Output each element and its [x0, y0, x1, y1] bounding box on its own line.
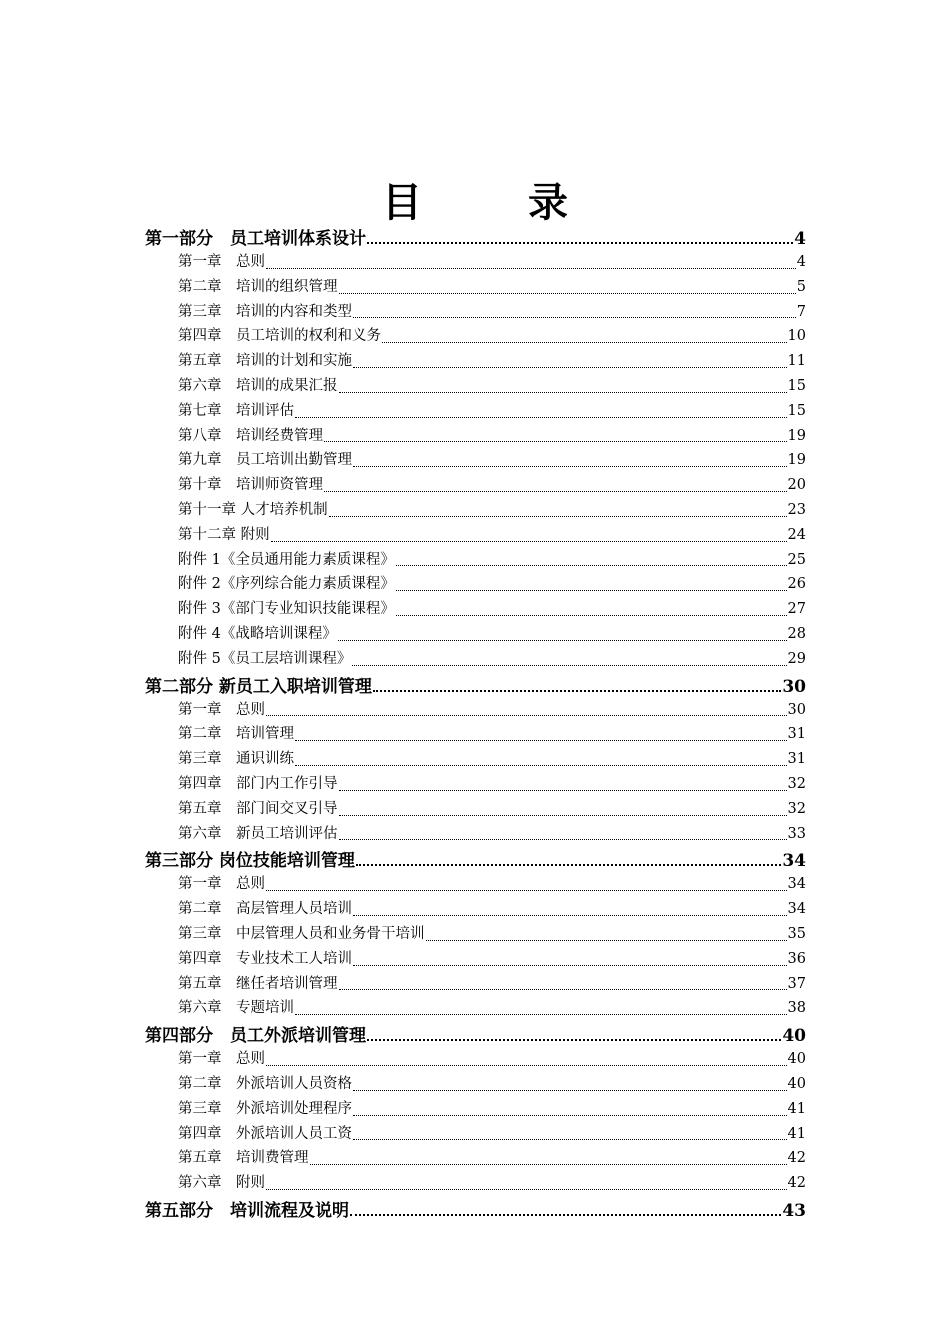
- toc-entry-label: 第九章 员工培训出勤管理: [178, 452, 352, 469]
- toc-page-number: 25: [787, 551, 806, 568]
- toc-page-number: 33: [787, 825, 806, 842]
- toc-page-number: 29: [787, 650, 806, 667]
- toc-chapter-entry[interactable]: [145, 1072, 806, 1097]
- toc-entry-label: 第四章 专业技术工人培训: [178, 950, 352, 967]
- toc-chapter-entry[interactable]: [145, 1047, 806, 1072]
- toc-chapter-entry[interactable]: [145, 275, 806, 300]
- toc-page-number: 5: [796, 278, 806, 295]
- toc-entry-label: 第一章 总则: [178, 701, 265, 718]
- toc-page-number: 43: [782, 1200, 806, 1221]
- toc-page-number: 7: [796, 303, 806, 320]
- toc-entry-label: 第五章 部门间交叉引导: [178, 800, 338, 817]
- toc-chapter-entry[interactable]: [145, 250, 806, 275]
- toc-entry-label: 第三章 培训的内容和类型: [178, 303, 352, 320]
- dot-leader: [266, 267, 796, 269]
- dot-leader: [352, 664, 786, 666]
- toc-entry-label: 第三章 中层管理人员和业务骨干培训: [178, 925, 425, 942]
- dot-leader: [295, 416, 787, 418]
- dot-leader: [339, 292, 796, 294]
- toc-page-number: 15: [787, 377, 806, 394]
- toc-page-number: 40: [787, 1075, 806, 1092]
- toc-chapter-entry[interactable]: [145, 473, 806, 498]
- toc-entry-label: 第五章 继任者培训管理: [178, 975, 338, 992]
- toc-chapter-entry[interactable]: [145, 872, 806, 897]
- toc-page-number: 20: [787, 477, 806, 494]
- dot-leader: [353, 465, 787, 467]
- toc-entry-label: 附件 1《全员通用能力素质课程》: [178, 551, 395, 568]
- toc-chapter-entry[interactable]: [145, 947, 806, 972]
- dot-leader: [353, 914, 787, 916]
- dot-leader: [266, 889, 787, 891]
- toc-chapter-entry[interactable]: [145, 523, 806, 548]
- toc-entry-label: 第一章 总则: [178, 876, 265, 893]
- toc-page-number: 28: [787, 625, 806, 642]
- toc-entry-label: 第六章 新员工培训评估: [178, 825, 338, 842]
- dot-leader: [382, 341, 787, 343]
- dot-leader: [338, 639, 787, 641]
- dot-leader: [353, 1114, 787, 1116]
- dot-leader: [396, 589, 787, 591]
- toc-page-number: 19: [787, 427, 806, 444]
- toc-chapter-entry[interactable]: [145, 797, 806, 822]
- dot-leader: [396, 614, 787, 616]
- toc-chapter-entry[interactable]: [145, 897, 806, 922]
- toc-chapter-entry[interactable]: [145, 698, 806, 723]
- toc-entry-label: 第六章 附则: [178, 1175, 265, 1192]
- toc-page-number: 38: [787, 1000, 806, 1017]
- toc-entry-label: 第四章 部门内工作引导: [178, 775, 338, 792]
- toc-chapter-entry[interactable]: [145, 399, 806, 424]
- dot-leader: [339, 814, 787, 816]
- toc-entry-label: 第一章 总则: [178, 254, 265, 270]
- page-title: 目 录: [382, 179, 614, 226]
- toc-chapter-entry[interactable]: [145, 572, 806, 597]
- toc-entry-label: 附件 5《员工层培训课程》: [178, 650, 352, 667]
- dot-leader: [353, 1089, 787, 1091]
- dot-leader: [310, 1163, 787, 1165]
- toc-part-entry[interactable]: [145, 1196, 806, 1222]
- toc-page-number: 30: [782, 676, 806, 697]
- dot-leader: [295, 739, 787, 741]
- toc-page-number: 26: [787, 576, 806, 593]
- toc-entry-label: 第十章 培训师资管理: [178, 477, 323, 494]
- toc-entry-label: 第四章 员工培训的权利和义务: [178, 328, 381, 345]
- toc-page-number: 19: [787, 452, 806, 469]
- toc-entry-label: 第八章 培训经费管理: [178, 427, 323, 444]
- toc-page-number: 30: [787, 701, 806, 718]
- toc-chapter-entry[interactable]: [145, 349, 806, 374]
- toc-entry-label: 第三部分 岗位技能培训管理: [145, 851, 355, 872]
- toc-part-entry[interactable]: [145, 672, 806, 698]
- toc-chapter-entry[interactable]: [145, 972, 806, 997]
- toc-chapter-entry[interactable]: [145, 772, 806, 797]
- dot-leader: [266, 714, 787, 716]
- toc-entry-label: 第三章 通识训练: [178, 751, 294, 768]
- toc-page-number: 37: [787, 975, 806, 992]
- dot-leader: [353, 316, 796, 318]
- toc-page-number: 31: [787, 726, 806, 743]
- dot-leader: [367, 1038, 781, 1041]
- toc-entry-label: 第四部分 员工外派培训管理: [145, 1026, 366, 1047]
- toc-chapter-entry[interactable]: [145, 622, 806, 647]
- toc-page-number: 23: [787, 501, 806, 518]
- toc-entry-label: 第十二章 附则: [178, 526, 270, 543]
- toc-entry-label: 第六章 专题培训: [178, 1000, 294, 1017]
- toc-part-entry[interactable]: [145, 1021, 806, 1047]
- toc-entry-label: 第六章 培训的成果汇报: [178, 377, 338, 394]
- toc-entry-label: 第一章 总则: [178, 1051, 265, 1068]
- toc-entry-label: 第五章 培训费管理: [178, 1150, 309, 1167]
- dot-leader: [350, 1213, 781, 1216]
- toc-page-number: 27: [787, 601, 806, 618]
- toc-entry-label: 第二章 培训管理: [178, 726, 294, 743]
- toc-part-entry[interactable]: [145, 224, 806, 250]
- toc-chapter-entry[interactable]: [145, 597, 806, 622]
- toc-chapter-entry[interactable]: [145, 300, 806, 325]
- toc-chapter-entry[interactable]: [145, 996, 806, 1021]
- toc-page-number: 40: [787, 1051, 806, 1068]
- dot-leader: [353, 366, 787, 368]
- toc-chapter-entry[interactable]: [145, 448, 806, 473]
- toc-entry-label: 第二章 培训的组织管理: [178, 278, 338, 295]
- toc-chapter-entry[interactable]: [145, 1122, 806, 1147]
- dot-leader: [339, 838, 787, 840]
- toc-page-number: 4: [796, 254, 806, 270]
- toc-entry-label: 附件 2《序列综合能力素质课程》: [178, 576, 395, 593]
- toc-entry-label: 第五章 培训的计划和实施: [178, 353, 352, 370]
- toc-entry-label: 附件 3《部门专业知识技能课程》: [178, 601, 395, 618]
- toc-chapter-entry[interactable]: [145, 822, 806, 847]
- toc-page-number: 34: [782, 851, 806, 872]
- toc-page-number: 35: [787, 925, 806, 942]
- toc-chapter-entry[interactable]: [145, 1146, 806, 1171]
- toc-page-number: 42: [787, 1150, 806, 1167]
- toc-page-number: 24: [787, 526, 806, 543]
- dot-leader: [356, 863, 781, 866]
- dot-leader: [324, 440, 787, 442]
- dot-leader: [339, 789, 787, 791]
- toc-entry-label: 第二部分 新员工入职培训管理: [145, 676, 372, 697]
- dot-leader: [271, 540, 787, 542]
- toc-page-number: 32: [787, 775, 806, 792]
- toc-entry-label: 第二章 高层管理人员培训: [178, 901, 352, 918]
- toc-page-number: 34: [787, 876, 806, 893]
- dot-leader: [324, 490, 787, 492]
- toc-chapter-entry[interactable]: [145, 324, 806, 349]
- toc-part-entry[interactable]: [145, 846, 806, 872]
- toc-chapter-entry[interactable]: [145, 498, 806, 523]
- toc-page-number: 31: [787, 751, 806, 768]
- toc-page-number: 10: [787, 328, 806, 345]
- toc-chapter-entry[interactable]: [145, 548, 806, 573]
- toc-chapter-entry[interactable]: [145, 1097, 806, 1122]
- toc-page-number: 34: [787, 901, 806, 918]
- toc-chapter-entry[interactable]: [145, 1171, 806, 1196]
- table-of-contents: [145, 224, 806, 1222]
- dot-leader: [339, 391, 787, 393]
- toc-entry-label: 第五部分 培训流程及说明: [145, 1200, 349, 1221]
- toc-entry-label: 附件 4《战略培训课程》: [178, 625, 337, 642]
- dot-leader: [339, 988, 787, 990]
- toc-chapter-entry[interactable]: [145, 747, 806, 772]
- dot-leader: [353, 964, 787, 966]
- dot-leader: [266, 1064, 787, 1066]
- toc-page-number: 41: [787, 1100, 806, 1117]
- toc-entry-label: 第七章 培训评估: [178, 402, 294, 419]
- toc-chapter-entry[interactable]: [145, 647, 806, 672]
- toc-page-number: 15: [787, 402, 806, 419]
- toc-page-number: 41: [787, 1125, 806, 1142]
- toc-chapter-entry[interactable]: [145, 424, 806, 449]
- dot-leader: [367, 241, 793, 244]
- dot-leader: [295, 764, 787, 766]
- dot-leader: [373, 689, 781, 692]
- dot-leader: [295, 1013, 787, 1015]
- toc-page-number: 4: [794, 229, 806, 249]
- dot-leader: [329, 515, 787, 517]
- toc-entry-label: 第二章 外派培训人员资格: [178, 1075, 352, 1092]
- toc-chapter-entry[interactable]: [145, 922, 806, 947]
- toc-entry-label: 第三章 外派培训处理程序: [178, 1100, 352, 1117]
- toc-chapter-entry[interactable]: [145, 374, 806, 399]
- dot-leader: [426, 939, 787, 941]
- toc-entry-label: 第十一章 人才培养机制: [178, 501, 328, 518]
- dot-leader: [353, 1138, 787, 1140]
- toc-entry-label: 第四章 外派培训人员工资: [178, 1125, 352, 1142]
- toc-entry-label: 第一部分 员工培训体系设计: [145, 229, 366, 249]
- toc-page-number: 40: [782, 1026, 806, 1047]
- toc-page-number: 11: [787, 353, 806, 370]
- dot-leader: [396, 564, 787, 566]
- toc-page-number: 32: [787, 800, 806, 817]
- toc-page-number: 42: [787, 1175, 806, 1192]
- toc-page-number: 36: [787, 950, 806, 967]
- toc-chapter-entry[interactable]: [145, 722, 806, 747]
- dot-leader: [266, 1188, 787, 1190]
